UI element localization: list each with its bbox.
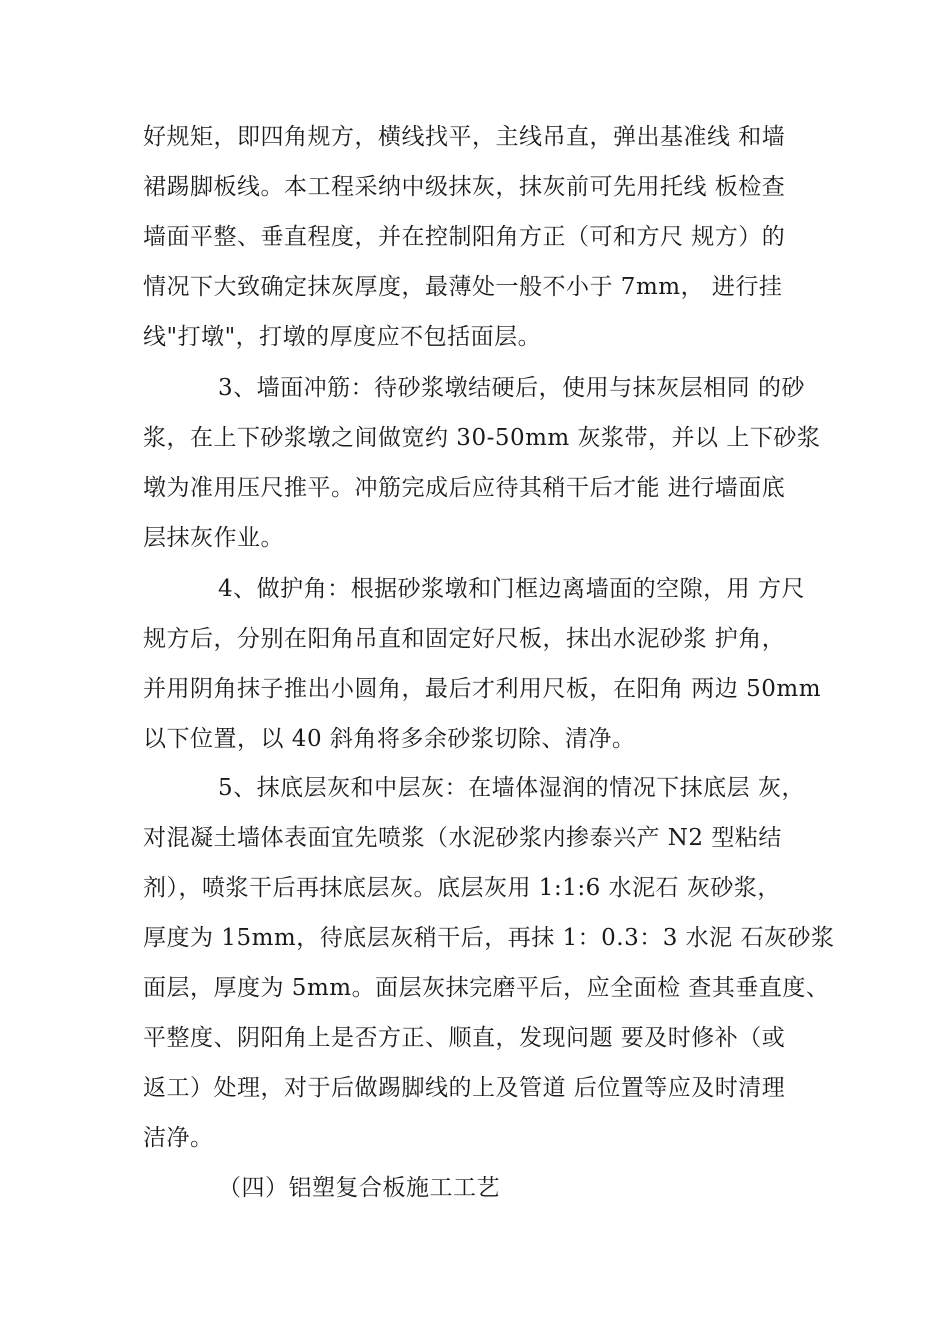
paragraph-line-1: 好规矩，即四角规方，横线找平，主线吊直，弹出基准线 和墙 <box>143 124 786 150</box>
paragraph-4-line-2: 规方后，分别在阳角吊直和固定好尺板，抹出水泥砂浆 护角， <box>143 626 786 652</box>
paragraph-5-line-4: 厚度为 15mm，待底层灰稍干后，再抹 1：0.3：3 水泥 石灰砂浆 <box>143 925 835 951</box>
paragraph-line-2: 裙踢脚板线。本工程采纳中级抹灰，抹灰前可先用托线 板检查 <box>143 174 786 200</box>
paragraph-5-line-3: 剂），喷浆干后再抹底层灰。底层灰用 1:1:6 水泥石 灰砂浆， <box>143 875 781 901</box>
paragraph-line-5: 线"打墩"，打墩的厚度应不包括面层。 <box>143 324 542 350</box>
paragraph-3-line-1: 3、墙面冲筋：待砂浆墩结硬后，使用与抹灰层相同 的砂 <box>218 375 805 401</box>
paragraph-4-line-3: 并用阴角抹子推出小圆角，最后才利用尺板，在阳角 两边 50mm <box>143 676 822 702</box>
paragraph-4-line-4: 以下位置，以 40 斜角将多余砂浆切除、清净。 <box>143 726 636 752</box>
paragraph-5-line-2: 对混凝土墙体表面宜先喷浆（水泥砂浆内掺泰兴产 N2 型粘结 <box>143 825 782 851</box>
paragraph-5-line-7: 返工）处理，对于后做踢脚线的上及管道 后位置等应及时清理 <box>143 1075 786 1101</box>
paragraph-5-line-6: 平整度、阴阳角上是否方正、顺直，发现问题 要及时修补（或 <box>143 1025 786 1051</box>
paragraph-4-line-1: 4、做护角：根据砂浆墩和门框边离墙面的空隙，用 方尺 <box>218 576 805 602</box>
paragraph-5-line-5: 面层，厚度为 5mm。面层灰抹完磨平后，应全面检 查其垂直度、 <box>143 975 830 1001</box>
paragraph-line-3: 墙面平整、垂直程度，并在控制阳角方正（可和方尺 规方）的 <box>143 224 786 250</box>
paragraph-5-line-1: 5、抹底层灰和中层灰：在墙体湿润的情况下抹底层 灰， <box>218 775 805 801</box>
paragraph-3-line-4: 层抹灰作业。 <box>143 525 284 551</box>
section-heading: （四）铝塑复合板施工工艺 <box>218 1175 500 1201</box>
paragraph-5-line-8: 洁净。 <box>143 1125 214 1151</box>
paragraph-3-line-2: 浆，在上下砂浆墩之间做宽约 30-50mm 灰浆带，并以 上下砂浆 <box>143 425 821 451</box>
paragraph-line-4: 情况下大致确定抹灰厚度，最薄处一般不小于 7mm， 进行挂 <box>143 274 783 300</box>
paragraph-3-line-3: 墩为准用压尺推平。冲筋完成后应待其稍干后才能 进行墙面底 <box>143 475 786 501</box>
